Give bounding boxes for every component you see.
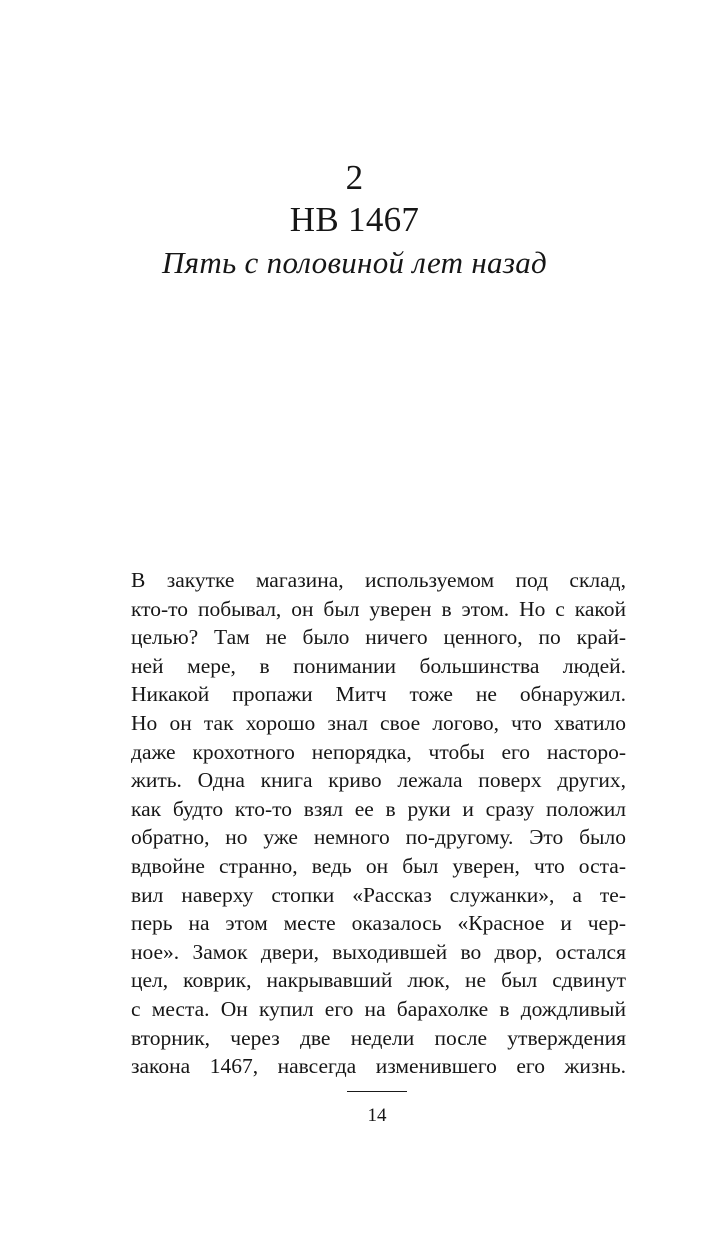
text-line: обратно, но уже немного по-другому. Это было: [131, 825, 626, 850]
text-line: ней мере, в понимании большинства людей.: [131, 653, 626, 678]
text-line: ное». Замок двери, выходившей во двор, остался: [131, 939, 626, 964]
text-line: Никакой пропажи Митч тоже не обнаружил.: [131, 682, 626, 707]
chapter-number: 2: [345, 158, 364, 197]
chapter-subtitle: Пять с половиной лет назад: [162, 245, 547, 280]
text-line: жить. Одна книга криво лежала поверх других,: [131, 768, 626, 793]
text-line: с места. Он купил его на барахолке в дождливый: [131, 996, 626, 1021]
text-line: закона 1467, навсегда изменившего его жизнь.: [131, 1054, 626, 1079]
text-line: цел, коврик, накрывавший люк, не был сдвинут: [131, 968, 626, 993]
text-line: вдвойне странно, ведь он был уверен, что оста-: [131, 853, 626, 878]
body-paragraph: [131, 566, 626, 1081]
text-line: целью? Там не было ничего ценного, по край-: [131, 625, 626, 650]
page-number: 14: [367, 1105, 387, 1126]
footer-divider: [347, 1091, 407, 1092]
text-line: Но он так хорошо знал свое логово, что хватило: [131, 710, 626, 735]
text-line: перь на этом месте оказалось «Красное и чер-: [131, 911, 626, 936]
text-line: В закутке магазина, используемом под склад,: [131, 568, 626, 592]
text-line: кто-то побывал, он был уверен в этом. Но с какой: [131, 596, 626, 621]
text-line: вторник, через две недели после утверждения: [131, 1025, 626, 1050]
text-line: даже крохотного непорядка, чтобы его насторо-: [131, 739, 626, 764]
chapter-title: НВ 1467: [289, 200, 420, 239]
text-line: как будто кто-то взял ее в руки и сразу положил: [131, 796, 626, 821]
text-line: вил наверху стопки «Рассказ служанки», а те-: [131, 882, 626, 907]
